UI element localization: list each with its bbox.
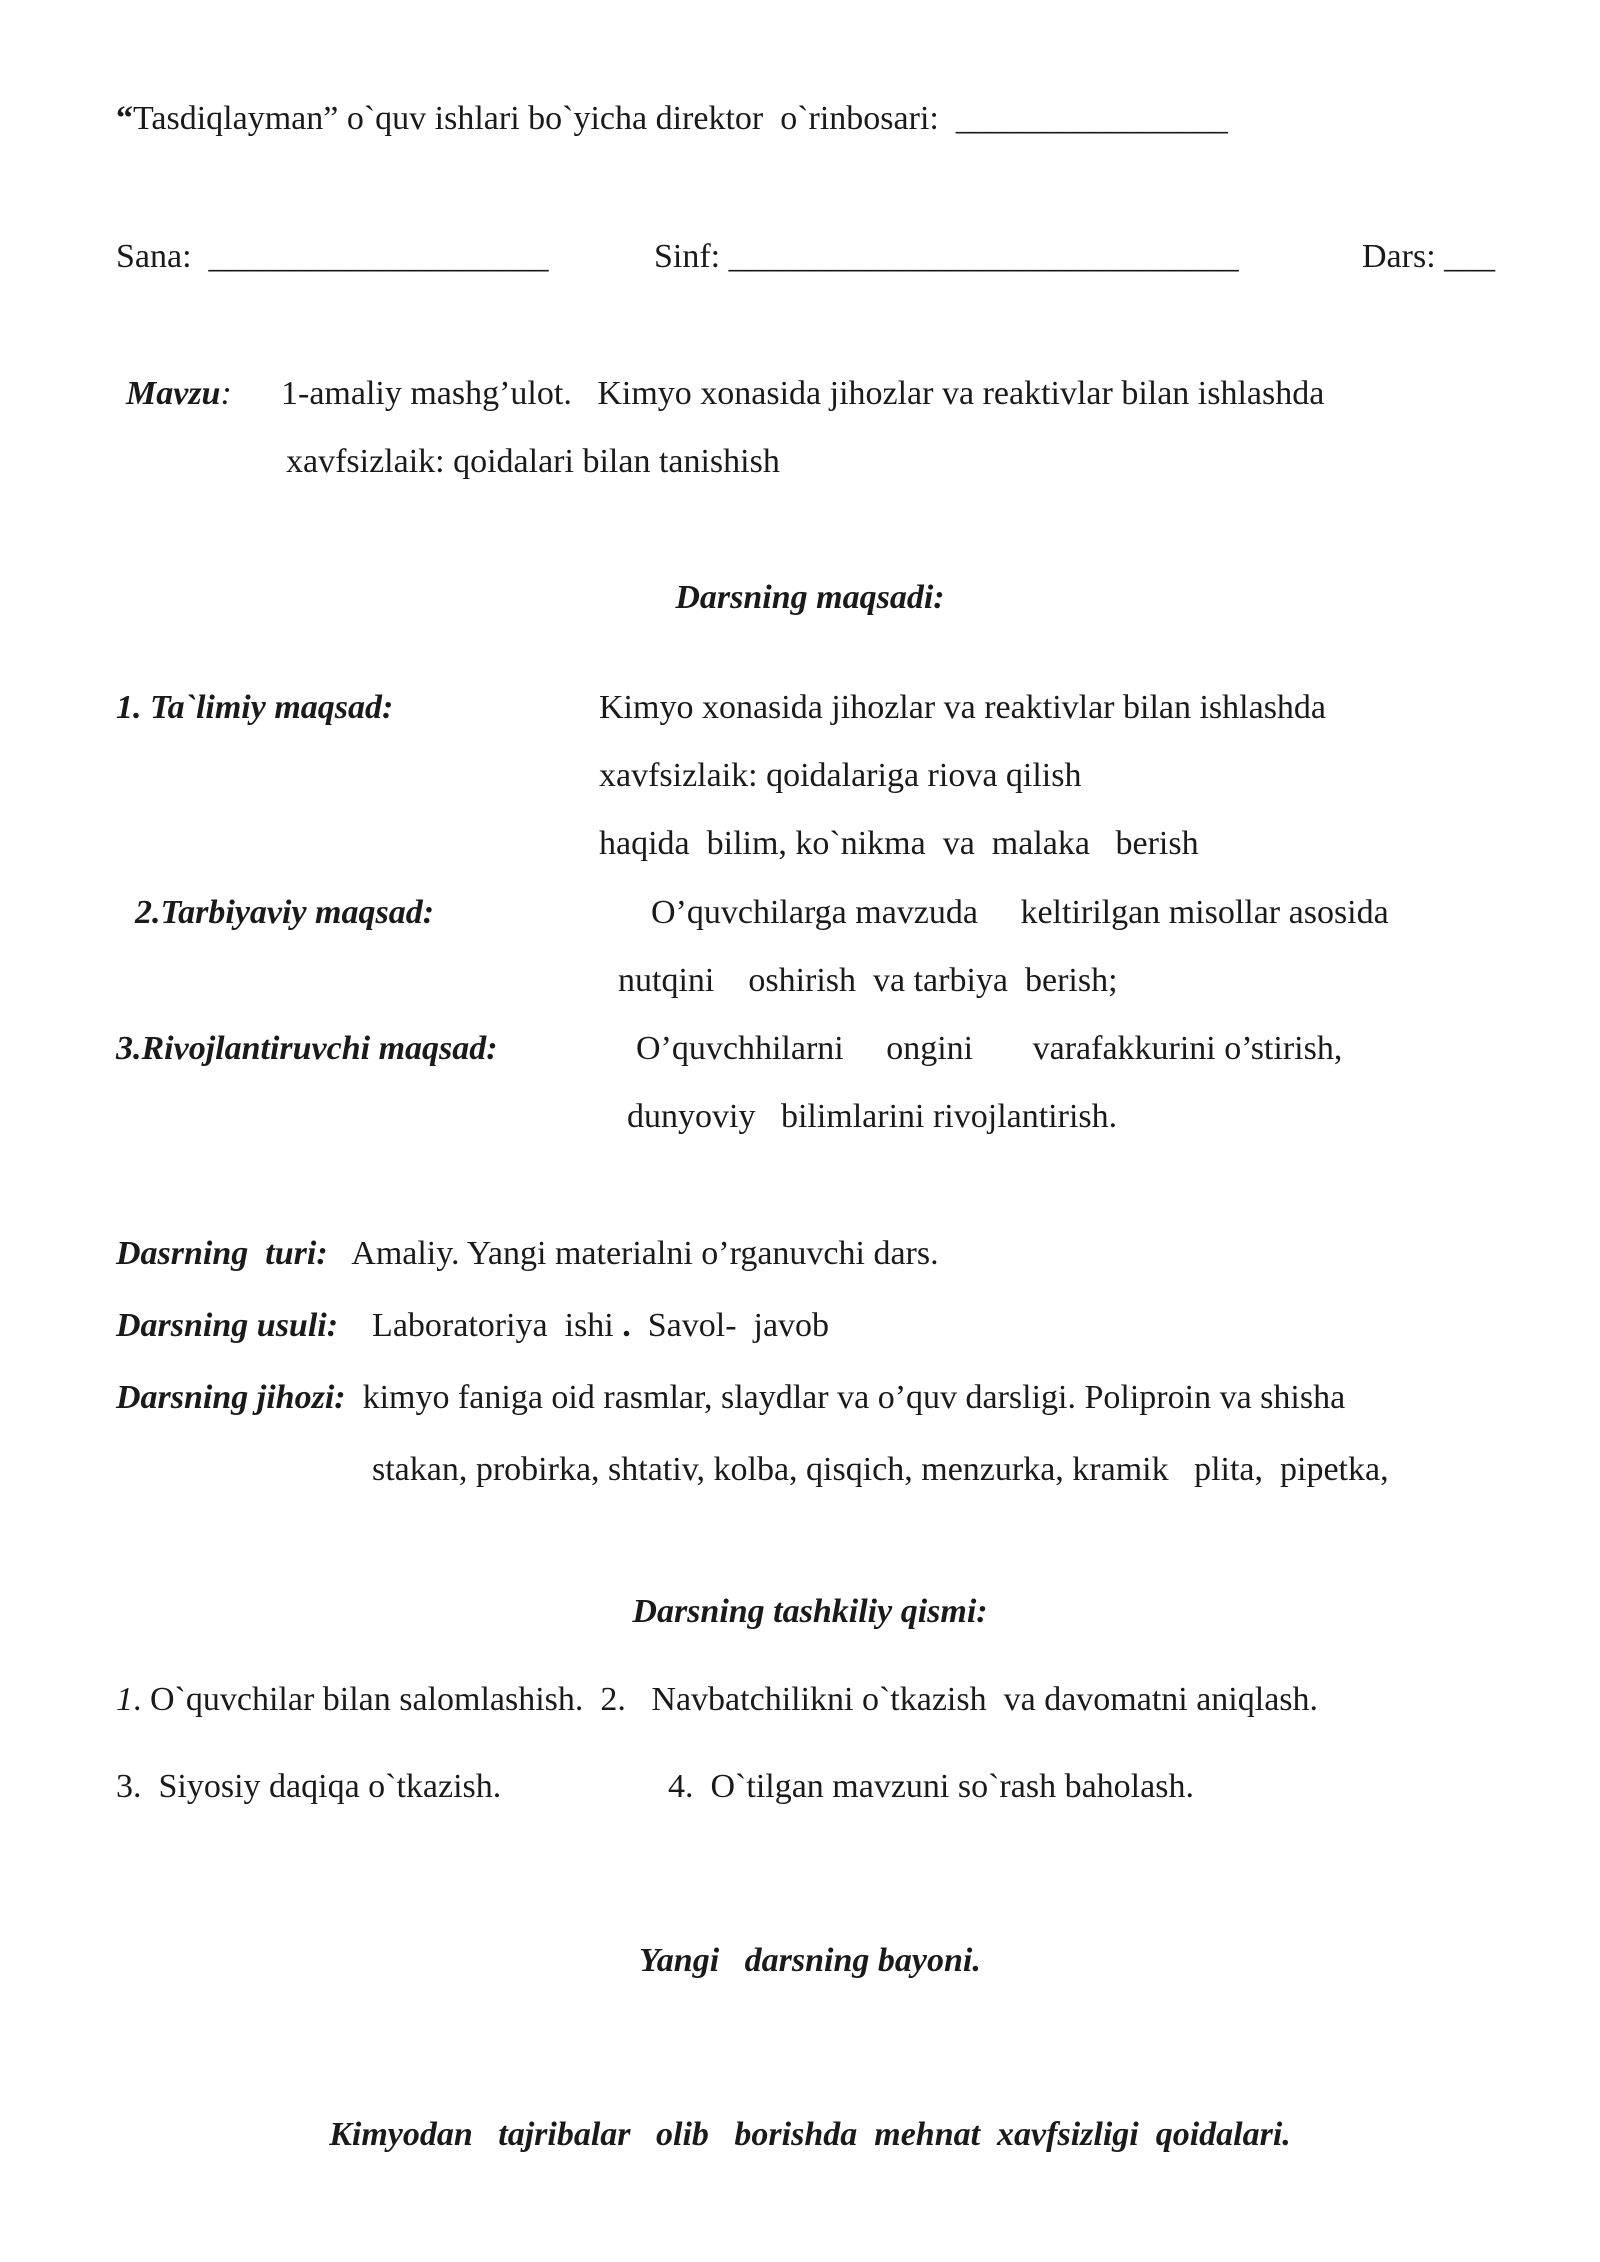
lesson-equipment-line-2: stakan, probirka, shtativ, kolba, qisqich, menzurka, kramik plita, pipetka, [372,1451,1389,1488]
organization-item-3: 3. Siyosiy daqiqa o`tkazish. [116,1768,502,1805]
lesson-equipment-line-1 [116,1381,1345,1415]
organization-items-line-1-text: . O`quvchilar bilan salomlashish. 2. Navbatchilikni o`tkazish va davomatni aniqlash. [133,1681,1319,1718]
lesson-method-dot: . [622,1307,631,1344]
lesson-method-line [116,1309,829,1343]
organization-item-1-number: 1 [116,1681,133,1718]
topic-text-line-2: xavfsizlaik: qoidalari bilan tanishish [286,443,780,480]
lesson-method-label: Darsning usuli: [116,1307,339,1344]
topic-label: Mavzu [126,375,221,412]
lesson-equipment-label: Darsning jihozi: [116,1379,346,1416]
topic-colon: : [220,375,232,412]
developmental-goal-line-2: dunyoviy bilimlarini rivojlantirish. [627,1098,1118,1135]
upbringing-goal-line-1: O’quvchilarga mavzuda keltirilgan misollar asosida [651,894,1389,931]
lesson-type-value: Amaliy. Yangi materialni o’rganuvchi dars. [351,1235,939,1272]
lesson-field-label: Dars: ___ [1362,238,1496,275]
safety-rules-heading: Kimyodan tajribalar olib borishda mehnat xavfsizligi qoidalari. [329,2116,1291,2153]
lesson-type-line [116,1237,939,1271]
developmental-goal-label: 3.Rivojlantiruvchi maqsad: [116,1030,498,1067]
approval-open-quote: “ [116,100,133,137]
date-field-label: Sana: ____________________ [116,238,549,275]
topic-line-1 [126,377,232,411]
organization-heading: Darsning tashkiliy qismi: [632,1593,988,1630]
educational-goal-label: 1. Ta`limiy maqsad: [116,689,394,726]
organization-items-line-1 [116,1683,1318,1717]
topic-text-line-1: 1-amaliy mashg’ulot. Kimyo xonasida jihozlar va reaktivlar bilan ishlashda [281,375,1325,412]
approval-line [116,102,1228,136]
educational-goal-line-3: haqida bilim, ko`nikma va malaka berish [599,825,1199,862]
goals-heading: Darsning maqsadi: [675,579,945,616]
educational-goal-line-2: xavfsizlaik: qoidalariga riova qilish [599,757,1082,794]
approval-text: Tasdiqlayman” o`quv ishlari bo`yicha direktor o`rinbosari: ________________ [133,100,1228,137]
developmental-goal-line-1: O’quvchhilarni ongini varafakkurini o’stirish, [636,1030,1343,1067]
upbringing-goal-label: 2.Tarbiyaviy maqsad: [135,894,435,931]
upbringing-goal-line-2: nutqini oshirish va tarbiya berish; [618,962,1118,999]
new-lesson-heading: Yangi darsning bayoni. [639,1942,981,1979]
organization-item-4: 4. O`tilgan mavzuni so`rash baholash. [668,1768,1194,1805]
lesson-type-label: Dasrning turi: [116,1235,328,1272]
lesson-method-value-a: Laboratoriya ishi [372,1307,623,1344]
lesson-method-value-b: Savol- javob [630,1307,830,1344]
lesson-equipment-value-1: kimyo faniga oid rasmlar, slaydlar va o’quv darsligi. Poliproin va shisha [362,1379,1346,1416]
educational-goal-line-1: Kimyo xonasida jihozlar va reaktivlar bilan ishlashda [599,689,1327,726]
class-field-label: Sinf: ______________________________ [654,238,1239,275]
